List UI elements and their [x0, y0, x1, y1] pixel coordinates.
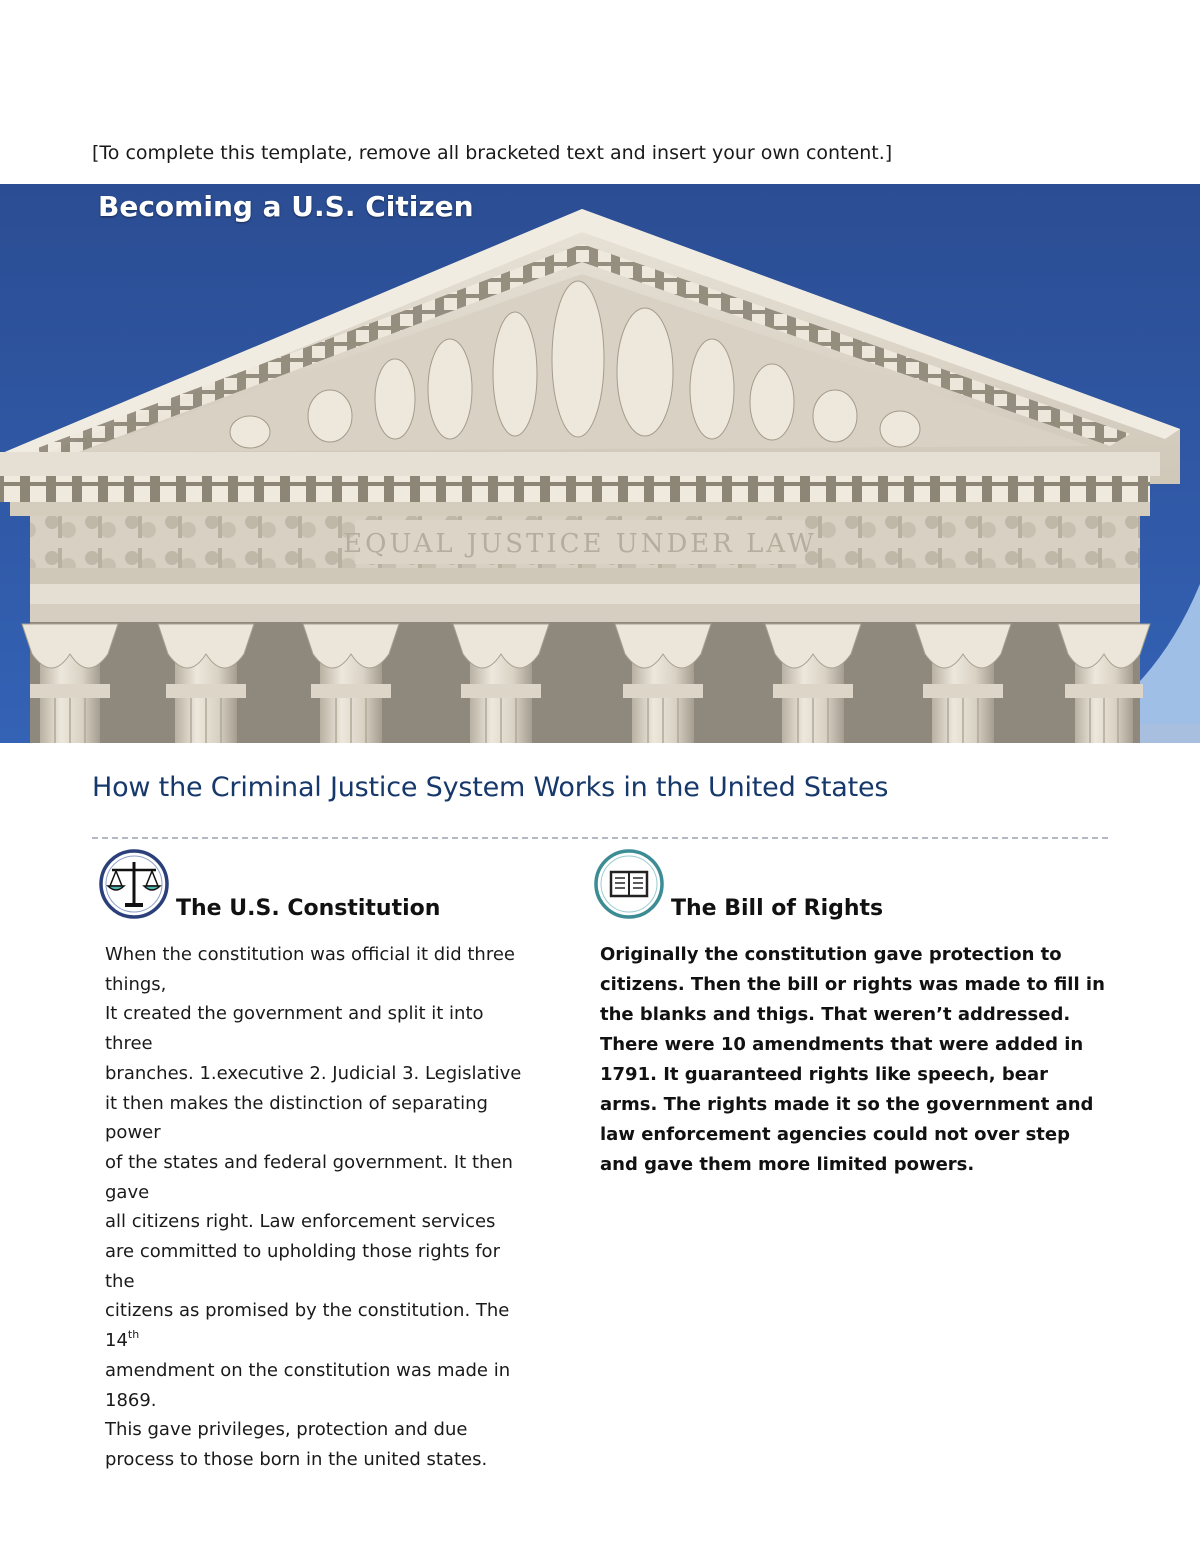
constitution-body	[105, 940, 575, 1475]
body-line: and gave them more limited powers.	[600, 1154, 975, 1175]
body-line: This gave privileges, protection and due	[105, 1419, 468, 1441]
body-line: citizens. Then the bill or rights was made to fill in	[600, 974, 1105, 995]
ordinal-suffix: th	[127, 1328, 140, 1342]
body-line: the	[105, 1270, 135, 1292]
body-line: When the constitution was official it did three	[105, 944, 515, 965]
body-line-ordinal	[105, 1326, 575, 1356]
dashed-divider	[92, 837, 1108, 839]
body-line: 1869.	[105, 1389, 157, 1411]
body-line: all citizens right. Law enforcement services	[105, 1211, 496, 1233]
supreme-court-photo	[0, 184, 1200, 743]
body-line: law enforcement agencies could not over step	[600, 1124, 1071, 1145]
body-line: process to those born in the united states.	[105, 1448, 488, 1470]
body-line: amendment on the constitution was made in	[105, 1359, 511, 1381]
body-line: are committed to upholding those rights for	[105, 1241, 500, 1263]
hero-banner	[0, 184, 1200, 743]
body-line: It created the government and split it into	[105, 1003, 484, 1025]
body-line: the blanks and thigs. That weren’t addressed.	[600, 1004, 1071, 1025]
section-heading: How the Criminal Justice System Works in the United States	[92, 772, 889, 803]
body-line: branches. 1.executive 2. Judicial 3. Legislative	[105, 1062, 522, 1084]
template-instruction: [To complete this template, remove all bracketed text and insert your own content.]	[92, 142, 893, 164]
hero-title: Becoming a U.S. Citizen	[98, 190, 474, 223]
body-line: Originally the constitution gave protection to	[600, 944, 1062, 965]
body-line: arms. The rights made it so the government and	[600, 1094, 1094, 1115]
body-line: 1791. It guaranteed rights like speech, bear	[600, 1064, 1048, 1085]
bill-of-rights-body	[600, 940, 1120, 1180]
body-line: things,	[105, 973, 167, 995]
body-line: There were 10 amendments that were added in	[600, 1034, 1084, 1055]
body-line: it then makes the distinction of separating	[105, 1092, 488, 1114]
inscription-text: EQUAL JUSTICE UNDER LAW	[343, 529, 817, 559]
body-line: of the states and federal government. It then	[105, 1151, 513, 1173]
body-line: gave	[105, 1181, 150, 1203]
scales-of-justice-icon	[98, 848, 170, 920]
constitution-title: The U.S. Constitution	[176, 896, 441, 921]
body-line: three	[105, 1033, 153, 1055]
ordinal-number: 14	[105, 1330, 128, 1352]
body-line: citizens as promised by the constitution. The	[105, 1300, 510, 1322]
body-line: power	[105, 1122, 161, 1144]
book-icon	[593, 848, 665, 920]
bill-of-rights-title: The Bill of Rights	[671, 896, 884, 921]
